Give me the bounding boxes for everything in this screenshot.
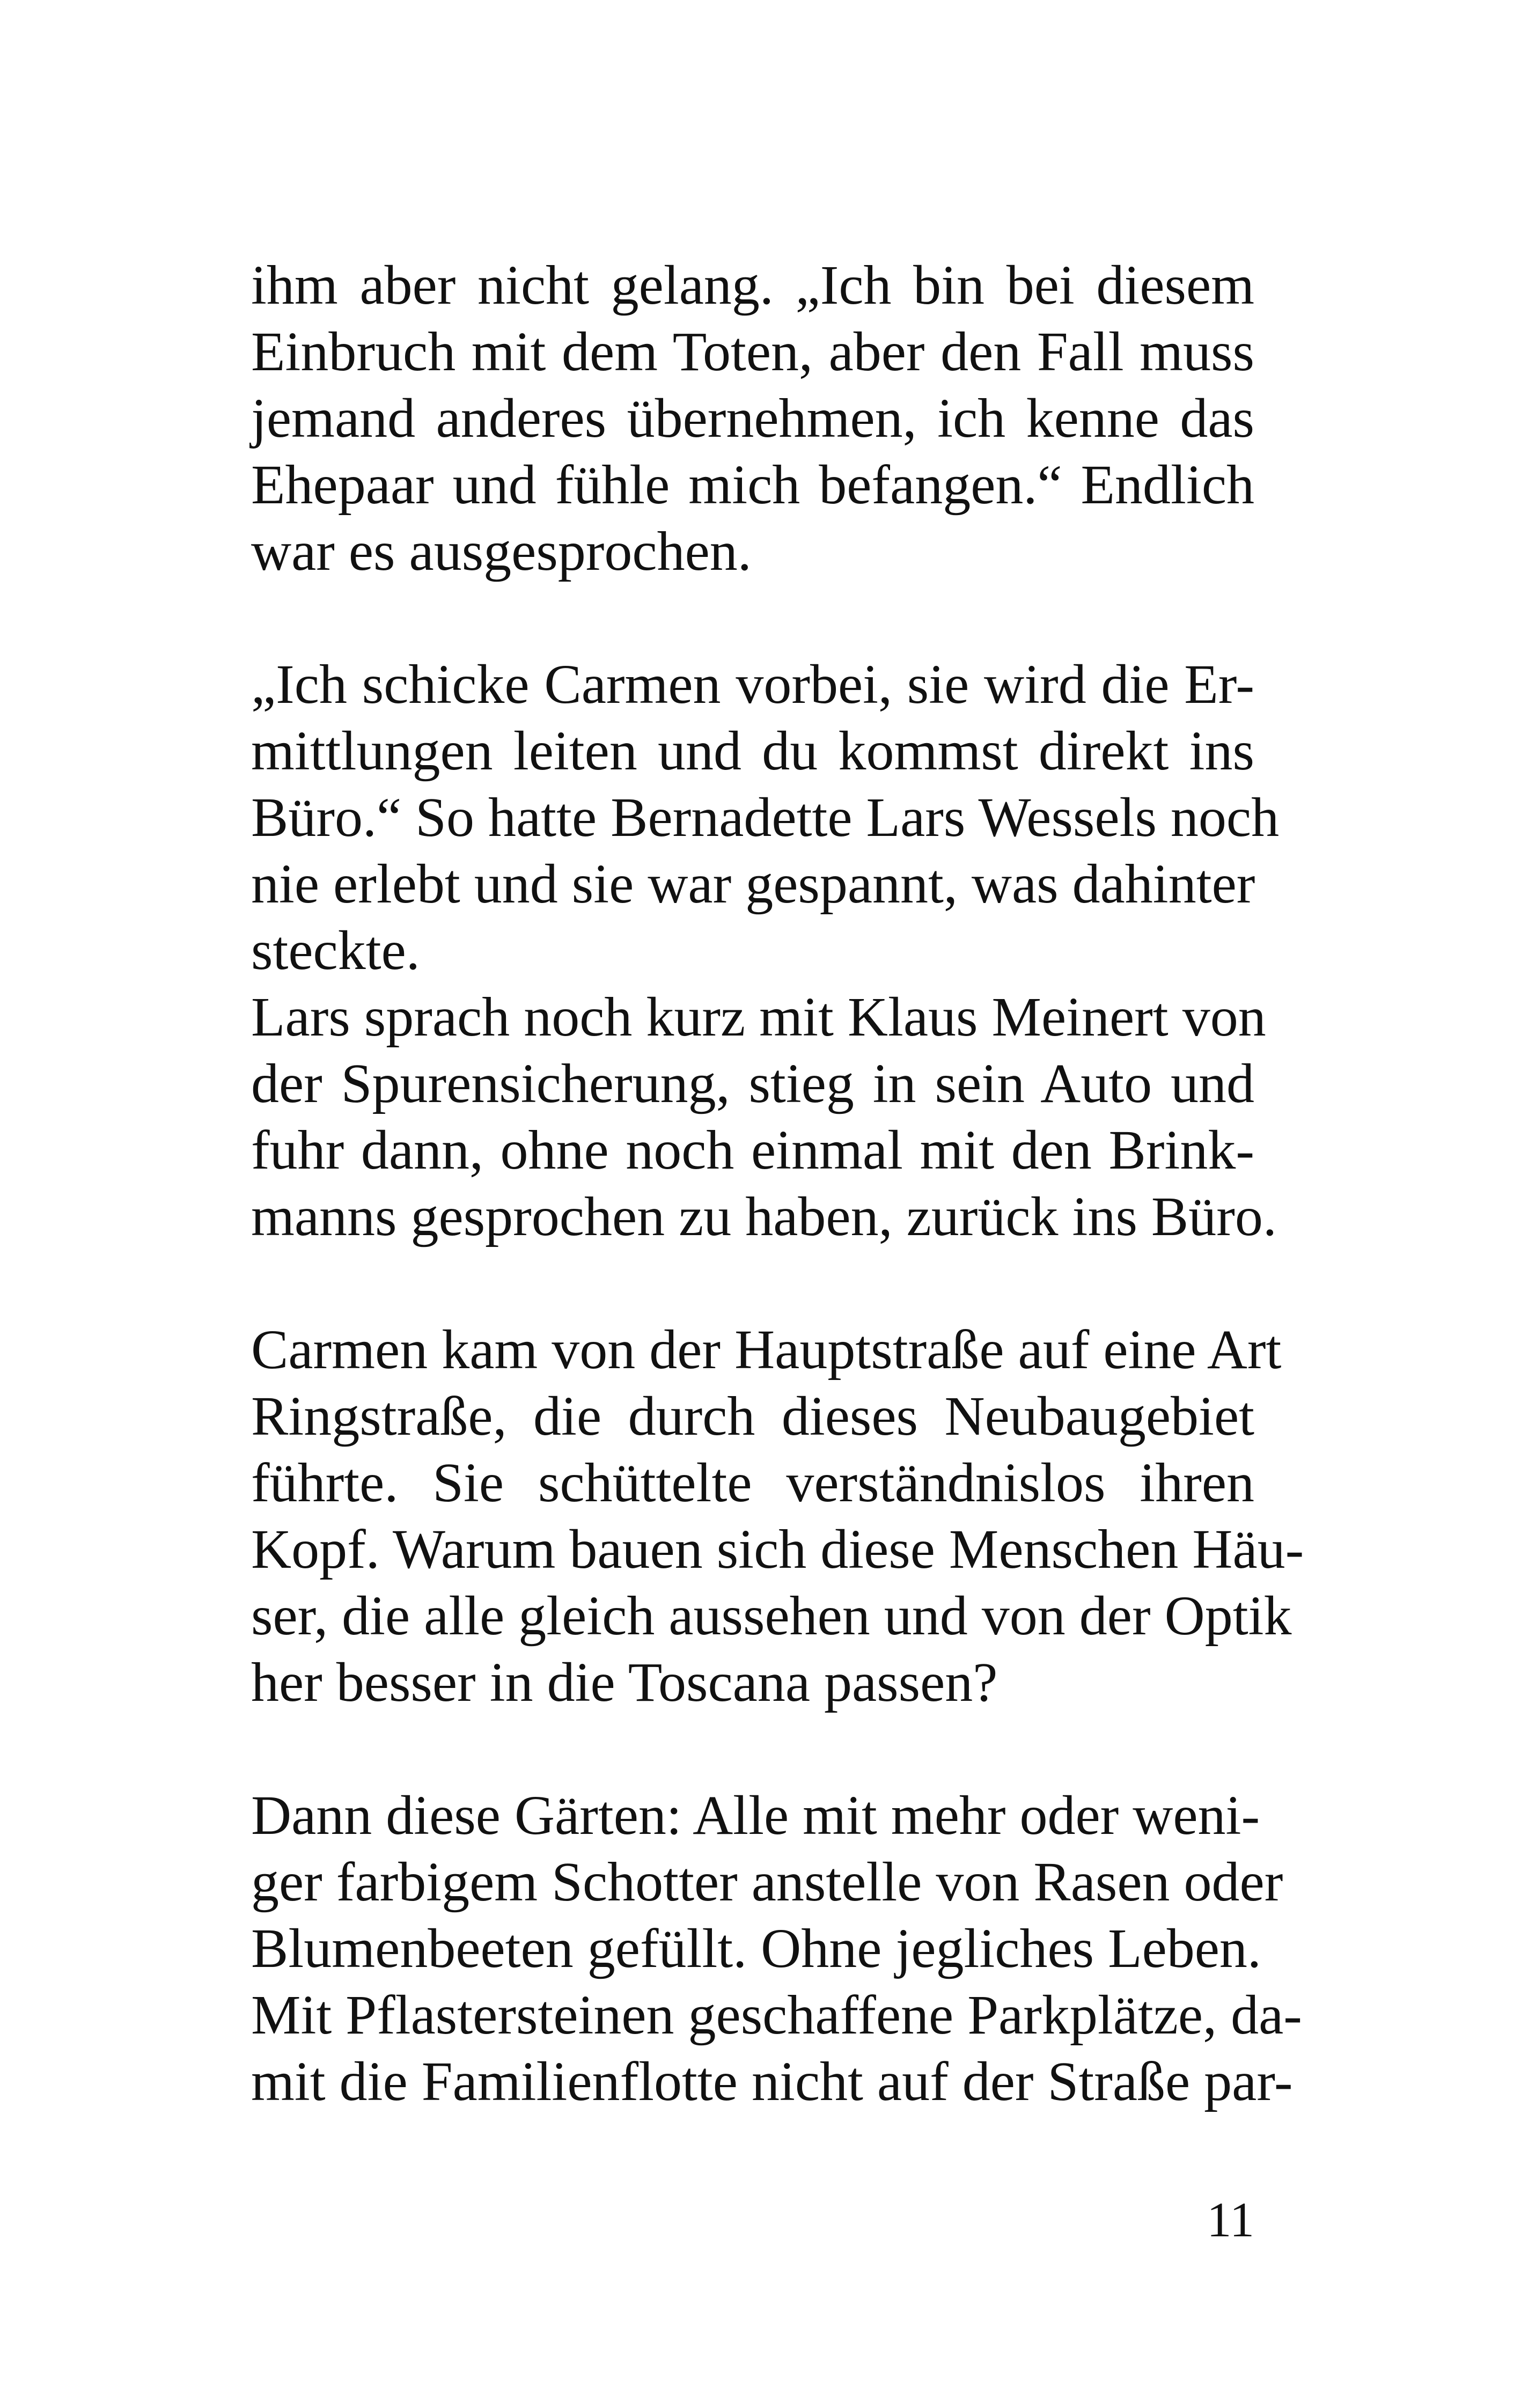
text-line: Blumenbeeten gefüllt. Ohne jegliches Leben. [251, 1918, 1261, 1979]
text-line: war es ausgesprochen. [251, 520, 752, 582]
paragraph-gap [251, 1250, 1254, 1317]
text-line: ger farbigem Schotter anstelle von Rasen oder [251, 1851, 1283, 1913]
text-line: Ehepaar und fühle mich befangen.“ Endlich [251, 454, 1254, 516]
text-line: mittlungen leiten und du kommst direkt ins [251, 720, 1254, 782]
text-line: ser, die alle gleich aussehen und von der Optik [251, 1585, 1292, 1647]
text-line: steckte. [251, 920, 420, 981]
text-line: „Ich schicke Carmen vorbei, sie wird die Er- [251, 654, 1254, 715]
text-line: führte. Sie schüttelte verständnislos ihren [251, 1452, 1254, 1514]
paragraph-gap [251, 1716, 1254, 1782]
text-line: Kopf. Warum bauen sich diese Menschen Häu- [251, 1518, 1304, 1580]
text-line: her besser in die Toscana passen? [251, 1651, 998, 1713]
text-line: Mit Pflastersteinen geschaffene Parkplätze, da- [251, 1984, 1302, 2046]
page-number: 11 [1207, 2192, 1254, 2247]
text-line: Einbruch mit dem Toten, aber den Fall muss [251, 321, 1254, 383]
text-line: Ringstraße, die durch dieses Neubaugebiet [251, 1385, 1254, 1447]
text-line: jemand anderes übernehmen, ich kenne das [251, 387, 1254, 449]
text-line: ihm aber nicht gelang. „Ich bin bei diesem [251, 254, 1254, 316]
text-line: Dann diese Gärten: Alle mit mehr oder weni- [251, 1785, 1260, 1846]
paragraph-gap [251, 585, 1254, 651]
text-line: manns gesprochen zu haben, zurück ins Büro. [251, 1186, 1277, 1247]
text-line: der Spurensicherung, stieg in sein Auto und [251, 1053, 1254, 1114]
text-line: fuhr dann, ohne noch einmal mit den Brink- [251, 1119, 1254, 1181]
text-line: Carmen kam von der Hauptstraße auf eine Art [251, 1319, 1282, 1381]
text-line: nie erlebt und sie war gespannt, was dahinter [251, 853, 1255, 915]
text-line: mit die Familienflotte nicht auf der Straße par- [251, 2051, 1293, 2112]
text-line: Lars sprach noch kurz mit Klaus Meinert von [251, 986, 1266, 1048]
body-text [251, 252, 1304, 2115]
text-line: Büro.“ So hatte Bernadette Lars Wessels noch [251, 787, 1280, 848]
